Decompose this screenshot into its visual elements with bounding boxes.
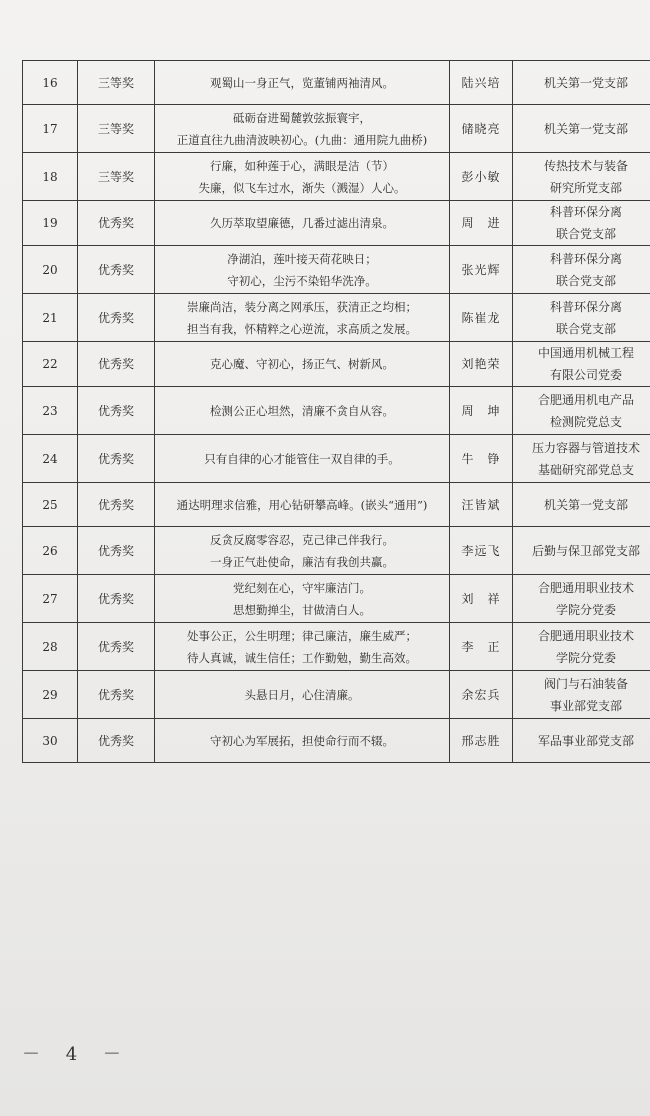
- motto-line: 克心魔、守初心，扬正气、树新风。: [210, 357, 394, 371]
- page-number: － 4 －: [22, 1044, 131, 1065]
- unit-line: 基础研究部党总支: [537, 462, 634, 477]
- unit-line: 中国通用机械工程: [537, 346, 634, 360]
- motto-cell: [155, 575, 450, 623]
- unit-line: 学院分党委: [555, 650, 616, 665]
- award-level-cell: 优秀奖: [78, 671, 155, 719]
- unit-cell: [513, 435, 650, 483]
- unit-line: 后勤与保卫部党支部: [531, 543, 640, 558]
- author-name-cell: 李 正: [450, 623, 513, 671]
- row-index-cell: 27: [23, 575, 78, 623]
- unit-cell: [513, 483, 650, 527]
- award-level-cell: 优秀奖: [78, 435, 155, 483]
- unit-line: 事业部党支部: [549, 698, 622, 713]
- unit-cell: [513, 671, 650, 719]
- unit-line: 有限公司党委: [549, 368, 622, 382]
- motto-line: 行廉，如种莲于心，满眼是洁（节）: [210, 158, 394, 173]
- award-level-cell: 三等奖: [78, 105, 155, 153]
- motto-line: 检测公正心坦然，清廉不贪自从容。: [210, 403, 394, 418]
- award-level-cell: 优秀奖: [78, 294, 155, 342]
- row-index-cell: 17: [23, 105, 78, 153]
- unit-line: 科普环保分离: [549, 299, 622, 314]
- motto-cell: [155, 153, 450, 201]
- unit-cell: [513, 105, 650, 153]
- unit-cell: [513, 575, 650, 623]
- row-index-cell: 19: [23, 201, 78, 246]
- award-level-cell: 优秀奖: [78, 387, 155, 435]
- table-row: [23, 387, 650, 435]
- unit-line: 学院分党委: [555, 602, 616, 617]
- unit-cell: [513, 294, 650, 342]
- unit-line: 阀门与石油装备: [543, 676, 628, 691]
- motto-line: 思想勤掸尘，甘做清白人。: [233, 602, 371, 617]
- unit-line: 合肥通用职业技术: [537, 580, 634, 595]
- motto-line: 守初心，尘污不染铅华洗净。: [227, 273, 377, 288]
- author-name-cell: 汪皆斌: [450, 483, 513, 527]
- unit-line: 军品事业部党支部: [537, 733, 634, 748]
- motto-cell: [155, 623, 450, 671]
- motto-line: 观蜀山一身正气，览董铺两袖清风。: [210, 75, 394, 90]
- unit-cell: [513, 527, 650, 575]
- author-name-cell: 陆兴培: [450, 61, 513, 105]
- table-row: [23, 483, 650, 527]
- unit-line: 联合党支部: [555, 321, 616, 336]
- author-name-cell: 牛 铮: [450, 435, 513, 483]
- author-name-cell: 李远飞: [450, 527, 513, 575]
- row-index-cell: 21: [23, 294, 78, 342]
- motto-line: 砥砺奋进蜀麓敦弦振寰宇，: [233, 110, 371, 125]
- award-level-cell: 优秀奖: [78, 527, 155, 575]
- motto-cell: [155, 387, 450, 435]
- row-index-cell: 22: [23, 342, 78, 387]
- motto-line: 正道直往九曲清波映初心。(九曲：通用院九曲桥): [176, 132, 428, 147]
- motto-cell: [155, 61, 450, 105]
- author-name-cell: 周 坤: [450, 387, 513, 435]
- unit-cell: [513, 246, 650, 294]
- award-level-cell: 优秀奖: [78, 201, 155, 246]
- motto-line: 担当有我，怀精粹之心逆流，求高质之发展。: [187, 321, 417, 336]
- award-level-cell: 优秀奖: [78, 246, 155, 294]
- unit-line: 机关第一党支部: [543, 75, 628, 90]
- unit-line: 联合党支部: [555, 273, 616, 288]
- table-row: [23, 623, 650, 671]
- awards-table-body: [23, 61, 650, 763]
- motto-cell: [155, 719, 450, 763]
- motto-cell: [155, 105, 450, 153]
- motto-line: 只有自律的心才能管住一双自律的手。: [204, 451, 400, 466]
- row-index-cell: 16: [23, 61, 78, 105]
- motto-cell: [155, 435, 450, 483]
- motto-line: 处事公正，公生明理；律己廉洁，廉生威严；: [187, 628, 417, 643]
- award-level-cell: 优秀奖: [78, 575, 155, 623]
- unit-cell: [513, 61, 650, 105]
- author-name-cell: 刘艳荣: [450, 342, 513, 387]
- award-level-cell: 优秀奖: [78, 623, 155, 671]
- unit-cell: [513, 153, 650, 201]
- table-row: [23, 435, 650, 483]
- motto-cell: [155, 671, 450, 719]
- author-name-cell: 余宏兵: [450, 671, 513, 719]
- motto-line: 守初心为军展拓，担使命行而不辍。: [210, 733, 394, 748]
- row-index-cell: 25: [23, 483, 78, 527]
- row-index-cell: 30: [23, 719, 78, 763]
- awards-table: [22, 60, 650, 763]
- award-level-cell: 优秀奖: [78, 342, 155, 387]
- motto-line: 一身正气赴使命，廉洁有我创共赢。: [210, 554, 394, 569]
- table-row: [23, 105, 650, 153]
- unit-line: 传热技术与装备: [543, 158, 628, 173]
- author-name-cell: 周 进: [450, 201, 513, 246]
- award-level-cell: 三等奖: [78, 153, 155, 201]
- row-index-cell: 28: [23, 623, 78, 671]
- award-level-cell: 优秀奖: [78, 719, 155, 763]
- motto-cell: [155, 483, 450, 527]
- row-index-cell: 20: [23, 246, 78, 294]
- motto-line: 头悬日月，心住清廉。: [244, 687, 360, 702]
- motto-line: 党纪刻在心，守牢廉洁门。: [233, 580, 371, 595]
- unit-line: 合肥通用职业技术: [537, 628, 634, 643]
- unit-line: 压力容器与管道技术: [531, 440, 640, 455]
- award-level-cell: 三等奖: [78, 61, 155, 105]
- motto-line: 通达明理求信雅，用心钻研攀高峰。(嵌头“通用”): [176, 497, 428, 512]
- unit-line: 合肥通用机电产品: [537, 392, 634, 407]
- table-row: [23, 61, 650, 105]
- row-index-cell: 24: [23, 435, 78, 483]
- motto-cell: [155, 201, 450, 246]
- table-row: [23, 246, 650, 294]
- table-row: [23, 201, 650, 246]
- table-row: [23, 575, 650, 623]
- unit-cell: [513, 719, 650, 763]
- unit-cell: [513, 387, 650, 435]
- unit-line: 机关第一党支部: [543, 121, 628, 136]
- table-row: [23, 153, 650, 201]
- award-level-cell: 优秀奖: [78, 483, 155, 527]
- table-row: [23, 294, 650, 342]
- row-index-cell: 18: [23, 153, 78, 201]
- unit-cell: [513, 342, 650, 387]
- row-index-cell: 23: [23, 387, 78, 435]
- motto-cell: [155, 246, 450, 294]
- row-index-cell: 26: [23, 527, 78, 575]
- row-index-cell: 29: [23, 671, 78, 719]
- motto-cell: [155, 527, 450, 575]
- motto-line: 净湖泊，莲叶接天荷花映日；: [227, 251, 377, 266]
- author-name-cell: 彭小敏: [450, 153, 513, 201]
- table-row: [23, 719, 650, 763]
- unit-cell: [513, 201, 650, 246]
- unit-line: 科普环保分离: [549, 251, 622, 266]
- unit-line: 机关第一党支部: [543, 497, 628, 512]
- unit-line: 研究所党支部: [549, 180, 622, 195]
- unit-cell: [513, 623, 650, 671]
- author-name-cell: 储晓亮: [450, 105, 513, 153]
- unit-line: 联合党支部: [555, 227, 616, 241]
- motto-cell: [155, 294, 450, 342]
- motto-line: 待人真诚，诚生信任；工作勤勉，勤生高效。: [187, 650, 417, 665]
- motto-line: 崇廉尚洁，装分离之网承压，获清正之均相；: [187, 299, 417, 314]
- author-name-cell: 张光辉: [450, 246, 513, 294]
- unit-line: 科普环保分离: [549, 205, 622, 219]
- author-name-cell: 刘 祥: [450, 575, 513, 623]
- unit-line: 检测院党总支: [549, 414, 622, 429]
- table-row: [23, 342, 650, 387]
- author-name-cell: 邢志胜: [450, 719, 513, 763]
- table-row: [23, 527, 650, 575]
- motto-line: 失廉，似飞车过水，渐失（溅湿）人心。: [198, 180, 406, 195]
- motto-cell: [155, 342, 450, 387]
- author-name-cell: 陈崔龙: [450, 294, 513, 342]
- motto-line: 反贪反腐零容忍，克己律己伴我行。: [210, 532, 394, 547]
- motto-line: 久历萃取望廉德，几番过滤出清泉。: [210, 216, 394, 230]
- table-row: [23, 671, 650, 719]
